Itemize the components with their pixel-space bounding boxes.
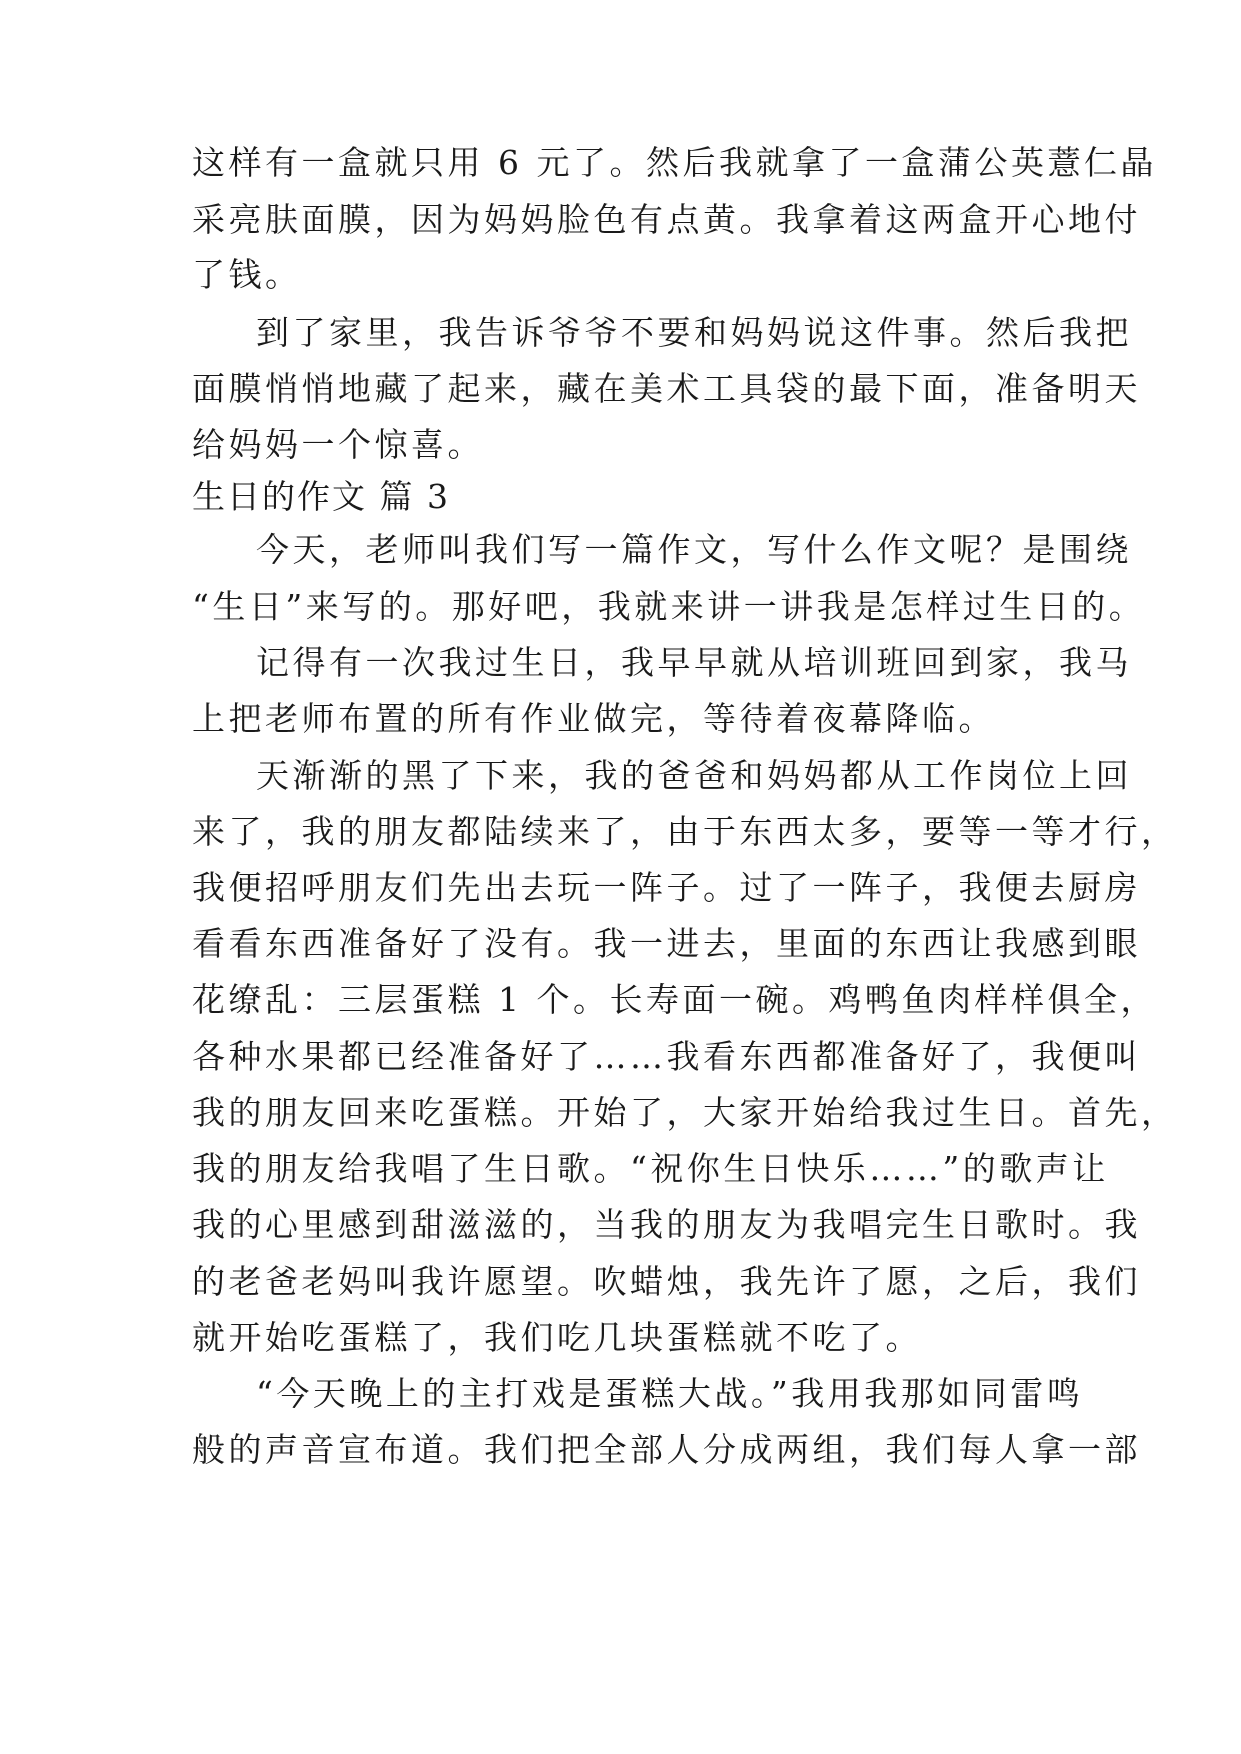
paragraph-first-line: “今天晚上的主打戏是蛋糕大战。”我用我那如同雷鸣 <box>256 1374 1084 1413</box>
text-line: 上把老师布置的所有作业做完，等待着夜幕降临。 <box>192 699 995 738</box>
text-line: 我的朋友回来吃蛋糕。开始了，大家开始给我过生日。首先， <box>192 1093 1178 1132</box>
text-line: 的老爸老妈叫我许愿望。吹蜡烛，我先许了愿，之后，我们 <box>192 1262 1141 1301</box>
section-heading: 生日的作文 篇 3 <box>192 477 450 516</box>
text-line: 采亮肤面膜，因为妈妈脸色有点黄。我拿着这两盒开心地付 <box>192 200 1141 239</box>
text-line: 就开始吃蛋糕了，我们吃几块蛋糕就不吃了。 <box>192 1318 922 1357</box>
text-line: 面膜悄悄地藏了起来，藏在美术工具袋的最下面，准备明天 <box>192 369 1141 408</box>
text-line: 般的声音宣布道。我们把全部人分成两组，我们每人拿一部 <box>192 1430 1141 1469</box>
text-line: 我便招呼朋友们先出去玩一阵子。过了一阵子，我便去厨房 <box>192 868 1141 907</box>
paragraph-first-line: 记得有一次我过生日，我早早就从培训班回到家，我马 <box>256 643 1132 682</box>
text-line: 了钱。 <box>192 255 302 294</box>
paragraph-first-line: 今天，老师叫我们写一篇作文，写什么作文呢？是围绕 <box>256 530 1132 569</box>
paragraph-first-line: 天渐渐的黑了下来，我的爸爸和妈妈都从工作岗位上回 <box>256 756 1132 795</box>
text-line: 来了，我的朋友都陆续来了，由于东西太多，要等一等才行， <box>192 812 1178 851</box>
paragraph-first-line: 到了家里，我告诉爷爷不要和妈妈说这件事。然后我把 <box>256 313 1132 352</box>
text-line: 我的心里感到甜滋滋的，当我的朋友为我唱完生日歌时。我 <box>192 1205 1141 1244</box>
text-line: 看看东西准备好了没有。我一进去，里面的东西让我感到眼 <box>192 924 1141 963</box>
text-line: 花缭乱：三层蛋糕 1 个。长寿面一碗。鸡鸭鱼肉样样俱全， <box>192 980 1157 1019</box>
text-line: 我的朋友给我唱了生日歌。“祝你生日快乐……”的歌声让 <box>192 1149 1109 1188</box>
text-line: 各种水果都已经准备好了……我看东西都准备好了，我便叫 <box>192 1037 1141 1076</box>
text-line: 这样有一盒就只用 6 元了。然后我就拿了一盒蒲公英薏仁晶 <box>192 143 1157 182</box>
text-line: 给妈妈一个惊喜。 <box>192 425 484 464</box>
text-line: “生日”来写的。那好吧，我就来讲一讲我是怎样过生日的。 <box>192 587 1146 626</box>
